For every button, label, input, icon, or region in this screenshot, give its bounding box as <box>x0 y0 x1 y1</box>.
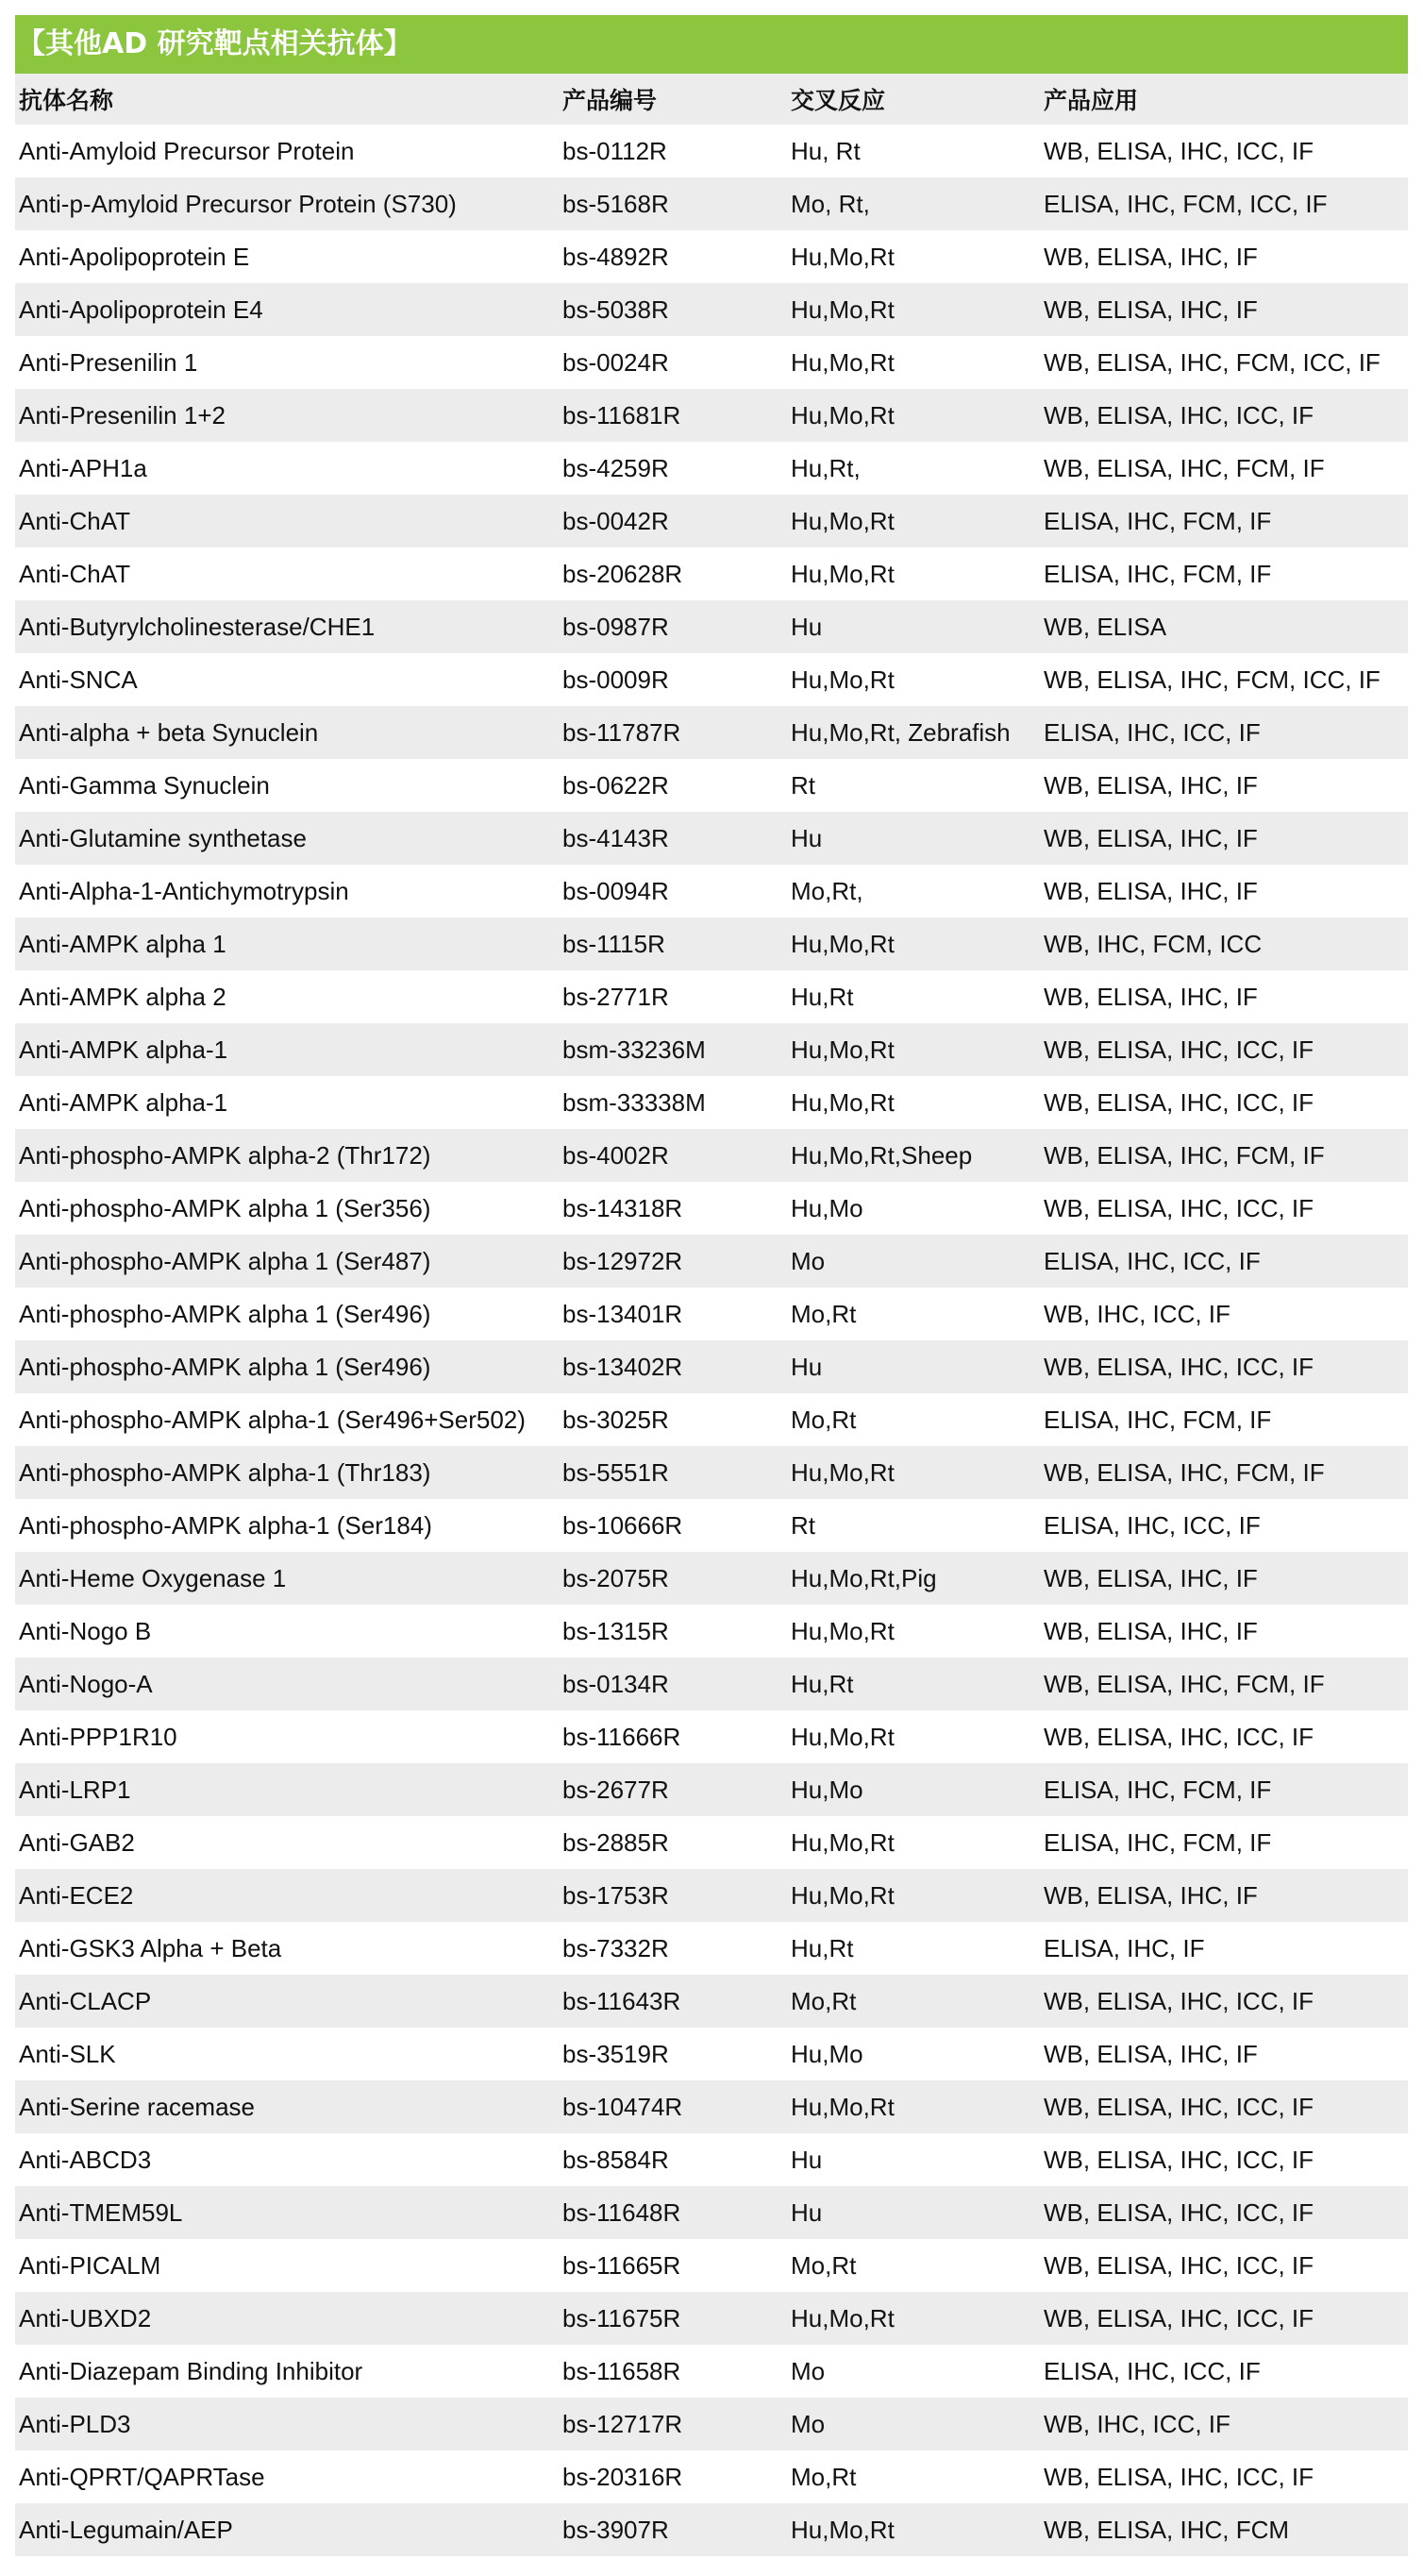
table-row <box>15 865 1408 918</box>
antibody-table <box>15 74 1408 2556</box>
table-row <box>15 2503 1408 2556</box>
applications-cell: WB, ELISA, IHC, ICC, IF <box>1044 1035 1314 1064</box>
cross-reactivity-cell: Hu,Rt <box>791 1669 854 1698</box>
cross-reactivity-cell: Hu,Mo,Rt <box>791 2515 895 2544</box>
cross-reactivity-cell: Hu,Mo <box>791 1193 863 1222</box>
cross-reactivity-cell: Mo <box>791 2409 826 2438</box>
applications-cell: WB, ELISA, IHC, FCM, IF <box>1044 453 1325 482</box>
product-number-cell: bs-0134R <box>562 1669 669 1698</box>
applications-cell: WB, ELISA, IHC, ICC, IF <box>1044 2462 1314 2491</box>
antibody-name-cell: Anti-Legumain/AEP <box>19 2515 233 2544</box>
cross-reactivity-cell: Hu,Mo,Rt <box>791 295 895 324</box>
antibody-name-cell: Anti-phospho-AMPK alpha-2 (Thr172) <box>19 1140 431 1170</box>
header-cross-reactivity: 交叉反应 <box>791 87 886 114</box>
applications-cell: WB, ELISA, IHC, ICC, IF <box>1044 1087 1314 1117</box>
product-number-cell: bs-4002R <box>562 1140 669 1170</box>
cross-reactivity-cell: Hu,Mo,Rt <box>791 559 895 588</box>
antibody-name-cell: Anti-ABCD3 <box>19 2145 152 2174</box>
table-row <box>15 125 1408 177</box>
cross-reactivity-cell: Hu <box>791 823 823 852</box>
applications-cell: ELISA, IHC, ICC, IF <box>1044 1510 1261 1540</box>
product-number-cell: bs-0009R <box>562 665 669 694</box>
applications-cell: WB, ELISA, IHC, ICC, IF <box>1044 2092 1314 2121</box>
table-row <box>15 1816 1408 1869</box>
product-number-cell: bs-10666R <box>562 1510 683 1540</box>
applications-cell: WB, ELISA, IHC, FCM, IF <box>1044 1457 1325 1487</box>
cross-reactivity-cell: Mo <box>791 1246 826 1275</box>
product-number-cell: bs-11675R <box>562 2303 681 2332</box>
table-row <box>15 653 1408 706</box>
applications-cell: WB, IHC, ICC, IF <box>1044 1299 1230 1328</box>
cross-reactivity-cell: Mo <box>791 2356 826 2385</box>
cross-reactivity-cell: Hu,Mo,Rt <box>791 2092 895 2121</box>
antibody-name-cell: Anti-GAB2 <box>19 1827 135 1857</box>
product-number-cell: bs-14318R <box>562 1193 683 1222</box>
product-number-cell: bs-20316R <box>562 2462 683 2491</box>
product-number-cell: bs-11658R <box>562 2356 681 2385</box>
antibody-name-cell: Anti-SNCA <box>19 665 138 694</box>
table-row <box>15 2028 1408 2080</box>
header-antibody-name: 抗体名称 <box>19 87 114 114</box>
applications-cell: WB, ELISA, IHC, IF <box>1044 1616 1258 1645</box>
antibody-name-cell: Anti-PICALM <box>19 2250 161 2280</box>
applications-cell: WB, IHC, FCM, ICC <box>1044 929 1263 958</box>
antibody-name-cell: Anti-Gamma Synuclein <box>19 770 270 800</box>
applications-cell: ELISA, IHC, FCM, ICC, IF <box>1044 189 1328 218</box>
table-row <box>15 1658 1408 1710</box>
table-row <box>15 918 1408 970</box>
cross-reactivity-cell: Mo,Rt <box>791 1405 857 1434</box>
product-number-cell: bs-13401R <box>562 1299 683 1328</box>
product-number-cell: bs-10474R <box>562 2092 683 2121</box>
applications-cell: WB, ELISA <box>1044 612 1167 641</box>
table-title: 【其他AD 研究靶点相关抗体】 <box>15 15 1408 74</box>
cross-reactivity-cell: Hu,Mo,Rt,Pig <box>791 1563 937 1592</box>
applications-cell: WB, ELISA, IHC, ICC, IF <box>1044 2197 1314 2227</box>
applications-cell: ELISA, IHC, FCM, IF <box>1044 1827 1272 1857</box>
cross-reactivity-cell: Mo,Rt <box>791 2250 857 2280</box>
product-number-cell: bs-0622R <box>562 770 669 800</box>
product-number-cell: bs-4892R <box>562 242 669 271</box>
table-row <box>15 230 1408 283</box>
antibody-table-panel <box>15 15 1408 2556</box>
product-number-cell: bs-1753R <box>562 1880 669 1910</box>
table-row <box>15 2292 1408 2345</box>
header-applications: 产品应用 <box>1044 87 1139 114</box>
antibody-name-cell: Anti-Apolipoprotein E4 <box>19 295 263 324</box>
antibody-name-cell: Anti-SLK <box>19 2039 116 2068</box>
applications-cell: WB, ELISA, IHC, ICC, IF <box>1044 2250 1314 2280</box>
applications-cell: WB, ELISA, IHC, FCM, IF <box>1044 1140 1325 1170</box>
cross-reactivity-cell: Hu,Mo <box>791 1775 863 1804</box>
cross-reactivity-cell: Mo,Rt, <box>791 876 863 905</box>
antibody-name-cell: Anti-AMPK alpha-1 <box>19 1035 228 1064</box>
table-row <box>15 1235 1408 1288</box>
applications-cell: WB, ELISA, IHC, IF <box>1044 242 1258 271</box>
table-row <box>15 1340 1408 1393</box>
cross-reactivity-cell: Hu,Mo <box>791 2039 863 2068</box>
antibody-name-cell: Anti-PPP1R10 <box>19 1722 177 1751</box>
cross-reactivity-cell: Hu,Mo,Rt,Sheep <box>791 1140 973 1170</box>
product-number-cell: bsm-33236M <box>562 1035 706 1064</box>
antibody-name-cell: Anti-phospho-AMPK alpha-1 (Thr183) <box>19 1457 431 1487</box>
antibody-name-cell: Anti-Presenilin 1 <box>19 347 198 377</box>
table-row <box>15 2239 1408 2292</box>
cross-reactivity-cell: Hu,Rt, <box>791 453 861 482</box>
product-number-cell: bs-3519R <box>562 2039 669 2068</box>
table-row <box>15 2398 1408 2450</box>
product-number-cell: bs-11681R <box>562 400 681 429</box>
applications-cell: WB, ELISA, IHC, ICC, IF <box>1044 2145 1314 2174</box>
applications-cell: WB, ELISA, IHC, IF <box>1044 1563 1258 1592</box>
product-number-cell: bs-13402R <box>562 1352 683 1381</box>
antibody-name-cell: Anti-phospho-AMPK alpha 1 (Ser496) <box>19 1352 431 1381</box>
antibody-name-cell: Anti-phospho-AMPK alpha-1 (Ser184) <box>19 1510 432 1540</box>
product-number-cell: bs-2075R <box>562 1563 669 1592</box>
antibody-name-cell: Anti-ECE2 <box>19 1880 134 1910</box>
cross-reactivity-cell: Hu,Mo,Rt <box>791 929 895 958</box>
applications-cell: WB, ELISA, IHC, FCM, IF <box>1044 1669 1325 1698</box>
antibody-name-cell: Anti-alpha + beta Synuclein <box>19 717 319 747</box>
antibody-name-cell: Anti-AMPK alpha-1 <box>19 1087 228 1117</box>
cross-reactivity-cell: Hu,Mo,Rt, Zebrafish <box>791 717 1011 747</box>
table-row <box>15 759 1408 812</box>
antibody-name-cell: Anti-phospho-AMPK alpha-1 (Ser496+Ser502) <box>19 1405 526 1434</box>
cross-reactivity-cell: Hu,Mo,Rt <box>791 665 895 694</box>
antibody-name-cell: Anti-Butyrylcholinesterase/CHE1 <box>19 612 376 641</box>
antibody-name-cell: Anti-TMEM59L <box>19 2197 183 2227</box>
applications-cell: ELISA, IHC, ICC, IF <box>1044 717 1261 747</box>
cross-reactivity-cell: Hu,Mo,Rt <box>791 242 895 271</box>
applications-cell: WB, ELISA, IHC, FCM, ICC, IF <box>1044 665 1381 694</box>
cross-reactivity-cell: Rt <box>791 770 815 800</box>
cross-reactivity-cell: Hu <box>791 612 823 641</box>
applications-cell: WB, ELISA, IHC, FCM, ICC, IF <box>1044 347 1381 377</box>
antibody-name-cell: Anti-Apolipoprotein E <box>19 242 250 271</box>
cross-reactivity-cell: Hu, Rt <box>791 136 861 165</box>
product-number-cell: bs-11787R <box>562 717 681 747</box>
product-number-cell: bs-11666R <box>562 1722 681 1751</box>
table-row <box>15 2345 1408 2398</box>
applications-cell: WB, IHC, ICC, IF <box>1044 2409 1230 2438</box>
applications-cell: ELISA, IHC, FCM, IF <box>1044 1775 1272 1804</box>
product-number-cell: bs-0987R <box>562 612 669 641</box>
applications-cell: WB, ELISA, IHC, ICC, IF <box>1044 1986 1314 2015</box>
cross-reactivity-cell: Rt <box>791 1510 815 1540</box>
table-header-row <box>15 74 1408 125</box>
table-row <box>15 600 1408 653</box>
product-number-cell: bs-11665R <box>562 2250 681 2280</box>
antibody-name-cell: Anti-QPRT/QAPRTase <box>19 2462 265 2491</box>
antibody-name-cell: Anti-AMPK alpha 2 <box>19 982 226 1011</box>
table-row <box>15 177 1408 230</box>
antibody-name-cell: Anti-AMPK alpha 1 <box>19 929 226 958</box>
table-row <box>15 1869 1408 1922</box>
applications-cell: WB, ELISA, IHC, IF <box>1044 1880 1258 1910</box>
table-row <box>15 1763 1408 1816</box>
table-row <box>15 970 1408 1023</box>
applications-cell: ELISA, IHC, FCM, IF <box>1044 506 1272 535</box>
table-row <box>15 336 1408 389</box>
table-row <box>15 283 1408 336</box>
table-row <box>15 1710 1408 1763</box>
product-number-cell: bs-0024R <box>562 347 669 377</box>
product-number-cell: bs-2885R <box>562 1827 669 1857</box>
antibody-name-cell: Anti-LRP1 <box>19 1775 131 1804</box>
applications-cell: WB, ELISA, IHC, IF <box>1044 2039 1258 2068</box>
cross-reactivity-cell: Hu,Mo,Rt <box>791 1035 895 1064</box>
table-row <box>15 2133 1408 2186</box>
antibody-name-cell: Anti-APH1a <box>19 453 147 482</box>
applications-cell: ELISA, IHC, FCM, IF <box>1044 559 1272 588</box>
antibody-name-cell: Anti-Amyloid Precursor Protein <box>19 136 355 165</box>
table-row <box>15 1182 1408 1235</box>
cross-reactivity-cell: Mo,Rt <box>791 1299 857 1328</box>
antibody-name-cell: Anti-Nogo B <box>19 1616 152 1645</box>
cross-reactivity-cell: Hu,Rt <box>791 1933 854 1962</box>
product-number-cell: bs-3907R <box>562 2515 669 2544</box>
antibody-name-cell: Anti-GSK3 Alpha + Beta <box>19 1933 282 1962</box>
antibody-name-cell: Anti-ChAT <box>19 559 130 588</box>
table-row <box>15 1288 1408 1340</box>
product-number-cell: bs-1115R <box>562 929 665 958</box>
table-row <box>15 547 1408 600</box>
product-number-cell: bs-2677R <box>562 1775 669 1804</box>
table-row <box>15 1023 1408 1076</box>
cross-reactivity-cell: Hu,Mo,Rt <box>791 1087 895 1117</box>
antibody-name-cell: Anti-Diazepam Binding Inhibitor <box>19 2356 363 2385</box>
applications-cell: WB, ELISA, IHC, IF <box>1044 982 1258 1011</box>
table-row <box>15 1975 1408 2028</box>
product-number-cell: bs-12717R <box>562 2409 683 2438</box>
antibody-name-cell: Anti-Glutamine synthetase <box>19 823 307 852</box>
antibody-name-cell: Anti-p-Amyloid Precursor Protein (S730) <box>19 189 457 218</box>
applications-cell: WB, ELISA, IHC, IF <box>1044 770 1258 800</box>
table-row <box>15 389 1408 442</box>
cross-reactivity-cell: Hu,Mo,Rt <box>791 347 895 377</box>
header-product-number: 产品编号 <box>562 87 658 114</box>
applications-cell: WB, ELISA, IHC, IF <box>1044 876 1258 905</box>
cross-reactivity-cell: Mo, Rt, <box>791 189 870 218</box>
cross-reactivity-cell: Hu,Mo,Rt <box>791 1827 895 1857</box>
table-row <box>15 1129 1408 1182</box>
table-row <box>15 1393 1408 1446</box>
cross-reactivity-cell: Hu <box>791 2197 823 2227</box>
table-row <box>15 2450 1408 2503</box>
table-row <box>15 1446 1408 1499</box>
applications-cell: WB, ELISA, IHC, ICC, IF <box>1044 136 1314 165</box>
product-number-cell: bs-0094R <box>562 876 669 905</box>
table-row <box>15 1076 1408 1129</box>
table-row <box>15 706 1408 759</box>
product-number-cell: bsm-33338M <box>562 1087 706 1117</box>
applications-cell: WB, ELISA, IHC, FCM <box>1044 2515 1290 2544</box>
product-number-cell: bs-1315R <box>562 1616 669 1645</box>
antibody-name-cell: Anti-PLD3 <box>19 2409 131 2438</box>
antibody-name-cell: Anti-Alpha-1-Antichymotrypsin <box>19 876 349 905</box>
applications-cell: ELISA, IHC, FCM, IF <box>1044 1405 1272 1434</box>
table-row <box>15 1922 1408 1975</box>
applications-cell: ELISA, IHC, IF <box>1044 1933 1205 1962</box>
antibody-name-cell: Anti-Serine racemase <box>19 2092 255 2121</box>
table-row <box>15 495 1408 547</box>
antibody-name-cell: Anti-phospho-AMPK alpha 1 (Ser487) <box>19 1246 431 1275</box>
cross-reactivity-cell: Hu,Mo,Rt <box>791 1616 895 1645</box>
applications-cell: WB, ELISA, IHC, IF <box>1044 823 1258 852</box>
table-row <box>15 1552 1408 1605</box>
antibody-name-cell: Anti-phospho-AMPK alpha 1 (Ser496) <box>19 1299 431 1328</box>
cross-reactivity-cell: Hu <box>791 1352 823 1381</box>
applications-cell: ELISA, IHC, ICC, IF <box>1044 1246 1261 1275</box>
cross-reactivity-cell: Hu,Mo,Rt <box>791 2303 895 2332</box>
applications-cell: WB, ELISA, IHC, ICC, IF <box>1044 400 1314 429</box>
applications-cell: WB, ELISA, IHC, ICC, IF <box>1044 1722 1314 1751</box>
antibody-name-cell: Anti-Nogo-A <box>19 1669 153 1698</box>
applications-cell: WB, ELISA, IHC, ICC, IF <box>1044 2303 1314 2332</box>
antibody-name-cell: Anti-phospho-AMPK alpha 1 (Ser356) <box>19 1193 431 1222</box>
product-number-cell: bs-5168R <box>562 189 669 218</box>
cross-reactivity-cell: Hu,Mo,Rt <box>791 400 895 429</box>
cross-reactivity-cell: Hu,Mo,Rt <box>791 506 895 535</box>
table-row <box>15 442 1408 495</box>
cross-reactivity-cell: Hu,Rt <box>791 982 854 1011</box>
table-row <box>15 812 1408 865</box>
cross-reactivity-cell: Hu,Mo,Rt <box>791 1880 895 1910</box>
table-row <box>15 2080 1408 2133</box>
product-number-cell: bs-4259R <box>562 453 669 482</box>
cross-reactivity-cell: Mo,Rt <box>791 2462 857 2491</box>
product-number-cell: bs-7332R <box>562 1933 669 1962</box>
table-row <box>15 1499 1408 1552</box>
antibody-name-cell: Anti-UBXD2 <box>19 2303 152 2332</box>
antibody-name-cell: Anti-Heme Oxygenase 1 <box>19 1563 287 1592</box>
product-number-cell: bs-0042R <box>562 506 669 535</box>
antibody-name-cell: Anti-ChAT <box>19 506 130 535</box>
product-number-cell: bs-11648R <box>562 2197 681 2227</box>
product-number-cell: bs-5551R <box>562 1457 669 1487</box>
product-number-cell: bs-8584R <box>562 2145 669 2174</box>
product-number-cell: bs-3025R <box>562 1405 669 1434</box>
cross-reactivity-cell: Mo,Rt <box>791 1986 857 2015</box>
table-row <box>15 1605 1408 1658</box>
applications-cell: WB, ELISA, IHC, IF <box>1044 295 1258 324</box>
product-number-cell: bs-2771R <box>562 982 669 1011</box>
cross-reactivity-cell: Hu,Mo,Rt <box>791 1457 895 1487</box>
antibody-name-cell: Anti-Presenilin 1+2 <box>19 400 226 429</box>
applications-cell: ELISA, IHC, ICC, IF <box>1044 2356 1261 2385</box>
cross-reactivity-cell: Hu,Mo,Rt <box>791 1722 895 1751</box>
cross-reactivity-cell: Hu <box>791 2145 823 2174</box>
product-number-cell: bs-11643R <box>562 1986 681 2015</box>
applications-cell: WB, ELISA, IHC, ICC, IF <box>1044 1193 1314 1222</box>
antibody-name-cell: Anti-CLACP <box>19 1986 152 2015</box>
table-body <box>15 125 1408 2556</box>
applications-cell: WB, ELISA, IHC, ICC, IF <box>1044 1352 1314 1381</box>
product-number-cell: bs-20628R <box>562 559 683 588</box>
product-number-cell: bs-12972R <box>562 1246 683 1275</box>
product-number-cell: bs-5038R <box>562 295 669 324</box>
table-row <box>15 2186 1408 2239</box>
product-number-cell: bs-0112R <box>562 136 667 165</box>
product-number-cell: bs-4143R <box>562 823 669 852</box>
